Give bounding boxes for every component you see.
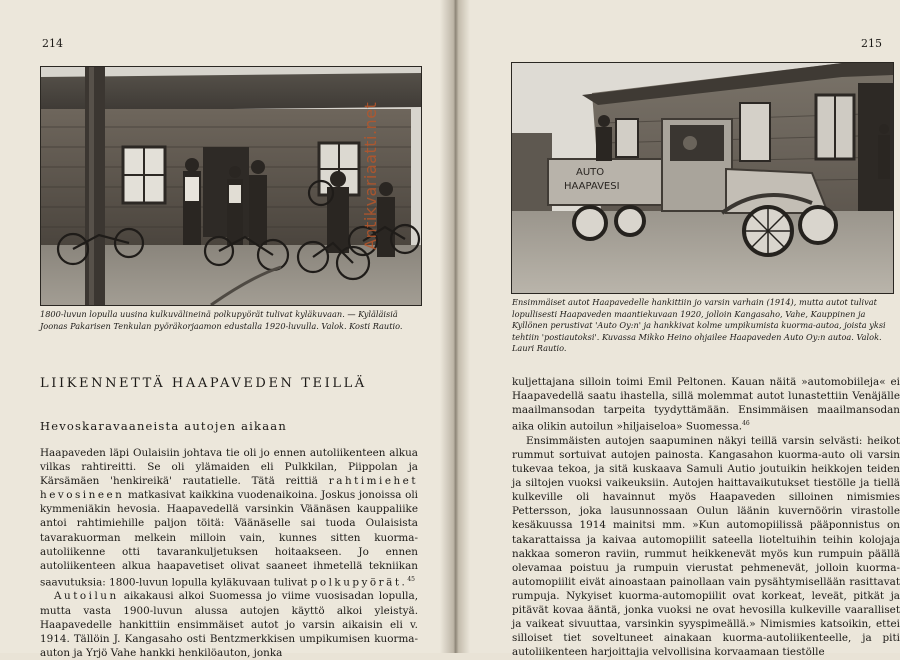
right-paragraph-1 — [512, 375, 900, 434]
book-gutter — [440, 0, 470, 653]
photo-caption-right: Ensimmäiset autot Haapavedelle hankittiin jo varsin varhain (1914), mutta autot tulivat lopullisesti Haapaveden maantiekuvaan 1920, jolloin Kangasaho, Vahe, Kauppinen ja Kyllönen perustivat 'Auto Oy:n' ja hankkivat kolme umpikumista kuorma-autoa, joista yksi tehtiin 'postiautoksi'. Kuvassa Mikko Heino ohjailee Haapaveden Auto Oy:n autoa. Valok. Lauri Rautio. — [512, 297, 886, 353]
spaced-emphasis: Autoilun — [54, 590, 119, 603]
photo-caption-left: 1800-luvun lopulla uusina kulkuvälineinä polkupyörät tulivat kyläkuvaan. — Kyläläisiä Joonas Pakarisen Tenkulan pyöräkorjaamon edustalla 1920-luvulla. Valok. Kosti Rautio. — [40, 309, 403, 331]
text-run: matkasivat kaikkina vuodenaikoina. Joskus jonoissa oli kymmeniäkin hevosia. Haapavedellä varsinkin Väänäsen kauppaliike antoi rahtimiehille paljon töitä: Väänäselle sai tuoda Oulaisista tavarakuorman melkein milloin vain, kunnes sitten kuorma-autoliikenne otti tavarankuljetuksen hoitaakseen. Jo ennen autoliikenteen alkua haapavetiset olivat saaneet ihmetellä tekniikan saavutuksia: 1800-luvun lopulla kyläkuvaan tulivat — [40, 489, 418, 589]
photo-truck — [511, 62, 894, 294]
watermark-stamp: Antikvariaatti.net — [361, 101, 380, 250]
right-paragraph-2 — [512, 434, 900, 660]
section-title: Hevoskaravaaneista autojen aikaan — [40, 419, 287, 433]
chapter-title: LIIKENNETTÄ HAAPAVEDEN TEILLÄ — [40, 376, 367, 391]
page-number-right: 215 — [861, 37, 882, 50]
right-body-text — [512, 375, 900, 659]
footnote-ref: 46 — [742, 420, 750, 428]
truck-sign-haapavesi: HAAPAVESI — [564, 181, 620, 192]
left-paragraph-1 — [40, 446, 418, 589]
text-run: kuljettajana silloin toimi Emil Peltonen. Kauan näitä »automobiileja« ei Haapavedellä saatu ihastella, sillä molemmat autot lunastettiin Venäjälle maailmansodan tarpeita tyydyttämään. Ensimmäisen maailmansodan aika olikin autoilun »hiljaiseloa» Suomessa. — [512, 376, 900, 433]
spaced-emphasis: rahtimiehet hevosineen — [40, 475, 418, 502]
text-run: aikakausi alkoi Suomessa jo viime vuosisadan lopulla, mutta vasta 1900-luvun alussa autojen käyttö alkoi yleistyä. Haapavedelle hankittiin ensimmäiset autot jo varsin aikaisin eli v. 1914. Tällöin J. Kangasaho osti Bentzmerkkisen umpikumisen kuorma-auton ja Yrjö Vahe hankki henkilöauton, jonka — [40, 590, 418, 659]
left-paragraph-2 — [40, 589, 418, 659]
footnote-ref: 45 — [407, 575, 415, 583]
truck-sign-auto: AUTO — [576, 167, 605, 178]
page-number-left: 214 — [42, 37, 63, 50]
left-body-text — [40, 446, 418, 660]
text-run: Haapaveden läpi Oulaisiin johtava tie oli jo ennen autoliikenteen alkua vilkas rahtireitti. Se oli ylämaiden eli Pulkkilan, Piippolan ja Kärsämäen 'henkireikä' rautatielle. Tätä reittiä — [40, 447, 418, 488]
text-run: Ensimmäisten autojen saapuminen näkyi teillä varsin selvästi: heikot rummut sortuivat autojen painosta. Kangasahon kuorma-auto oli varsin tukevaa tekoa, ja sitä kuskaava Samuli Autio joutuikin heikkojen teiden ja siltojen vuoksi vaikeuksiin. Autojen haittavaikutukset tiestölle ja tiellä kulkeville oli havainnut myös Haapaveden silloinen nimismies Pettersson, joka lausunnossaan Oulun läänin kuvernöörin virastolle kesäkuussa 1914 mainitsi mm. »Kun automopiilissä pääponnistus on takarattaissa ja kaivaa automopiilit sateella lioteltuihin teihin kolojaja nakkaa someron raviin, rummut heikkenevät myös kun rumpuin päällä olevamaa poistuu ja rumpuin vierustat pehmenevät, jolloin kuorma-automopiilit eivät ainoastaan painollaan vain pysähtymisellään rasittavat rumpuja. Nykyiset kuorma-automopiilit ovat korkeat, leveät, pitkät ja pitävät kovaa ääntä, jonka vuoksi ne ovat hevosilla kulkeville vaaralliset ja vaikeat sivuuttaa, varsinkin syyspimeällä.» Nimismies katsoikin, ettei silloiset tiet soveltuneet ainakaan kuorma-autoliikenteelle, ja piti autoliikenteen harjoittajia velvollisina korvaamaan tiestölle — [512, 434, 900, 659]
spaced-emphasis: polkupyörät. — [310, 576, 408, 589]
